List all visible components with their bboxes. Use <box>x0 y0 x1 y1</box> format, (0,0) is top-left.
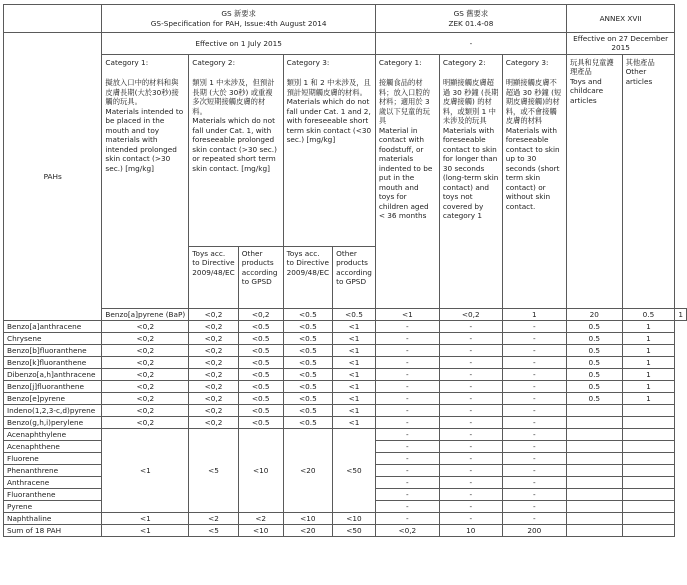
table-row <box>4 344 687 356</box>
annex-other-en: Other articles <box>625 67 653 86</box>
value-cell: - <box>375 512 439 524</box>
value-cell <box>622 440 675 452</box>
value-cell <box>622 512 675 524</box>
value-cell <box>622 452 675 464</box>
value-cell: - <box>439 368 502 380</box>
old-category-1-en: Material in contact with foodstuff, or materials indented to be put in the mouth and toys for children aged < 36 months <box>378 125 433 221</box>
value-cell: <1 <box>333 368 376 380</box>
value-cell: <0.5 <box>283 320 332 332</box>
value-cell <box>566 500 622 512</box>
value-cell <box>566 404 622 416</box>
value-cell <box>622 404 675 416</box>
value-cell: <0.5 <box>333 308 376 320</box>
new-category-2-en: Materials which do not fall under Cat. 1, with foreseeable prolonged skin contact (>30 sec.) or repeated short term skin contact. [mg/kg] <box>192 116 277 173</box>
gs-old-header <box>375 5 566 33</box>
annex-toys-en: Toys and childcare articles <box>569 76 604 105</box>
pah-name: Dibenzo[a,h]anthracene <box>4 368 102 380</box>
value-cell <box>566 476 622 488</box>
annex-toys-zh: 玩具和兒童護理產品 <box>569 57 614 77</box>
old-category-3-zh: 明顯接觸皮膚不超過 30 秒鐘 (短期皮膚接觸)的材料，或不會接觸皮膚的材料 <box>505 78 562 126</box>
value-cell: - <box>502 380 566 392</box>
value-cell: - <box>439 320 502 332</box>
value-cell: <0,2 <box>102 332 189 344</box>
value-cell <box>622 500 675 512</box>
value-cell: 0.5 <box>566 320 622 332</box>
new-category-1 <box>102 54 189 308</box>
value-cell: <0,2 <box>102 392 189 404</box>
value-cell: - <box>502 500 566 512</box>
table-row <box>4 368 687 380</box>
table-row <box>4 512 687 524</box>
value-cell: <1 <box>102 524 189 536</box>
value-cell: <0,2 <box>102 356 189 368</box>
pah-limits-table <box>3 4 687 537</box>
old-category-2-title: Category 2: <box>442 57 486 67</box>
value-cell: - <box>502 476 566 488</box>
value-cell: - <box>375 404 439 416</box>
value-cell: <0.5 <box>283 380 332 392</box>
value-cell: <0.5 <box>238 356 283 368</box>
value-cell: <0,2 <box>189 356 238 368</box>
value-cell: <0.5 <box>238 368 283 380</box>
pah-name: Sum of 18 PAH <box>4 524 102 536</box>
old-category-1-title: Category 1: <box>378 57 422 67</box>
old-category-3-title: Category 3: <box>505 57 549 67</box>
value-cell: 0.5 <box>566 392 622 404</box>
value-cell: <50 <box>333 524 376 536</box>
pah-name: Benzo[a]pyrene (BaP) <box>102 308 189 320</box>
old-category-2-zh: 明顯接觸皮膚超過 30 秒鐘 (長期皮膚接觸) 的材料，或類別 1 中未涉及的玩具 <box>442 78 499 126</box>
value-cell: <0,2 <box>189 404 238 416</box>
value-cell <box>622 524 675 536</box>
value-cell: <1 <box>333 416 376 428</box>
value-cell: 10 <box>439 524 502 536</box>
value-cell: <0,2 <box>439 308 502 320</box>
value-cell <box>566 524 622 536</box>
value-cell: <0.5 <box>283 416 332 428</box>
value-cell: <1 <box>333 380 376 392</box>
pah-name: Fluorene <box>4 452 102 464</box>
value-cell <box>622 428 675 440</box>
value-cell <box>566 452 622 464</box>
value-cell: <0,2 <box>102 320 189 332</box>
table-row <box>4 332 687 344</box>
value-cell: 1 <box>622 392 675 404</box>
value-cell: <2 <box>189 512 238 524</box>
value-cell: 0.5 <box>566 332 622 344</box>
value-cell: 1 <box>502 308 566 320</box>
gs-old-header-en: ZEK 01.4-08 <box>448 18 494 28</box>
value-cell <box>566 464 622 476</box>
value-cell: - <box>502 404 566 416</box>
pah-name: Naphthaline <box>4 512 102 524</box>
new-category-1-zh: 擬放入口中的材料和與皮膚長期(大於30秒)接觸的玩具。 <box>105 78 179 107</box>
value-cell: - <box>502 416 566 428</box>
value-cell: <0,2 <box>102 380 189 392</box>
cat2-toys-subheader: Toys acc. to Directive 2009/48/EC <box>189 246 238 308</box>
gs-new-header <box>102 5 375 33</box>
pahs-label: PAHs <box>4 33 102 321</box>
value-cell <box>622 464 675 476</box>
value-cell: - <box>439 356 502 368</box>
new-category-3-title: Category 3: <box>286 57 330 67</box>
value-cell: <10 <box>238 524 283 536</box>
table-row <box>4 320 687 332</box>
value-cell <box>566 440 622 452</box>
value-cell: - <box>375 368 439 380</box>
pah-name: Benzo[a]anthracene <box>4 320 102 332</box>
value-cell: <0.5 <box>283 356 332 368</box>
value-cell: 20 <box>566 308 622 320</box>
value-cell: - <box>502 452 566 464</box>
pah-name: Acenaphthylene <box>4 428 102 440</box>
value-cell: 0.5 <box>566 356 622 368</box>
value-cell <box>622 416 675 428</box>
new-category-1-en: Materials intended to be placed in the mouth and toy materials with intended prolonged skin contact (>30 sec.) [mg/kg] <box>105 106 184 173</box>
value-cell: <1 <box>333 404 376 416</box>
value-cell: - <box>439 488 502 500</box>
value-cell: - <box>439 416 502 428</box>
value-cell: <0.5 <box>283 368 332 380</box>
value-cell <box>566 416 622 428</box>
value-cell: - <box>439 440 502 452</box>
cat3-toys-subheader: Toys acc. to Directive 2009/48/EC <box>283 246 332 308</box>
pah-name: Benzo[k]fluoranthene <box>4 356 102 368</box>
value-cell: - <box>439 476 502 488</box>
value-cell: <0.5 <box>283 332 332 344</box>
value-cell: <0,2 <box>238 308 283 320</box>
value-cell: - <box>375 428 439 440</box>
value-cell: - <box>439 344 502 356</box>
value-cell: - <box>502 320 566 332</box>
value-cell: <0.5 <box>238 320 283 332</box>
old-category-2 <box>439 54 502 308</box>
value-cell <box>622 488 675 500</box>
pah-name: Indeno(1,2,3-c,d)pyrene <box>4 404 102 416</box>
table-row <box>4 524 687 536</box>
pah-name: Chrysene <box>4 332 102 344</box>
new-category-3-zh: 類別 1 和 2 中未涉及，且預計短期觸皮膚的材料。 <box>286 78 371 97</box>
value-cell: <1 <box>375 308 439 320</box>
value-cell: <0.5 <box>283 392 332 404</box>
value-cell: - <box>502 356 566 368</box>
value-cell: <0,2 <box>189 392 238 404</box>
value-cell: 1 <box>622 320 675 332</box>
pah-name: Fluoranthene <box>4 488 102 500</box>
value-cell: - <box>502 440 566 452</box>
value-cell: - <box>375 500 439 512</box>
group-limit-cell: <5 <box>189 428 238 512</box>
value-cell: - <box>502 464 566 476</box>
value-cell: <0,2 <box>189 308 238 320</box>
value-cell: <1 <box>333 356 376 368</box>
value-cell: <0.5 <box>238 344 283 356</box>
group-limit-cell: <10 <box>238 428 283 512</box>
value-cell: 1 <box>675 308 687 320</box>
value-cell: - <box>439 404 502 416</box>
value-cell: 0.5 <box>566 380 622 392</box>
table-row <box>4 392 687 404</box>
cat3-other-subheader: Other products according to GPSD <box>333 246 376 308</box>
value-cell: <0,2 <box>102 344 189 356</box>
value-cell: <5 <box>189 524 238 536</box>
gs-new-header-zh: GS 新要求 <box>221 9 256 19</box>
value-cell: <0,2 <box>102 368 189 380</box>
value-cell: 0.5 <box>566 368 622 380</box>
value-cell: - <box>502 512 566 524</box>
old-category-3-en: Materials with foreseeable contact to skin up to 30 seconds (short term skin contact) or without skin contact. <box>505 125 560 211</box>
value-cell: <0.5 <box>238 416 283 428</box>
new-category-3 <box>283 54 375 246</box>
value-cell: <0.5 <box>283 308 332 320</box>
value-cell: - <box>439 500 502 512</box>
gs-new-header-en: GS-Specification for PAH, Issue:4th August 2014 <box>150 18 327 28</box>
pah-name: Benzo(g,h,i)perylene <box>4 416 102 428</box>
value-cell: - <box>502 368 566 380</box>
value-cell: - <box>439 332 502 344</box>
annex-toys-category <box>566 54 622 308</box>
pah-name: Benzo[b]fluoranthene <box>4 344 102 356</box>
pah-name: Pyrene <box>4 500 102 512</box>
value-cell: - <box>375 464 439 476</box>
value-cell: <1 <box>333 320 376 332</box>
value-cell: <0.5 <box>283 344 332 356</box>
value-cell: 200 <box>502 524 566 536</box>
value-cell: <0,2 <box>189 332 238 344</box>
value-cell: <0.5 <box>238 380 283 392</box>
table-row <box>4 416 687 428</box>
value-cell: <10 <box>333 512 376 524</box>
value-cell: <0,2 <box>375 524 439 536</box>
value-cell: 1 <box>622 344 675 356</box>
value-cell: <0.5 <box>283 404 332 416</box>
value-cell: - <box>375 488 439 500</box>
value-cell: 1 <box>622 332 675 344</box>
value-cell <box>566 512 622 524</box>
blank-corner <box>4 5 102 33</box>
value-cell: - <box>439 428 502 440</box>
old-category-3 <box>502 54 566 308</box>
value-cell: - <box>375 476 439 488</box>
value-cell <box>622 476 675 488</box>
value-cell: - <box>375 380 439 392</box>
value-cell: <0,2 <box>189 416 238 428</box>
table-row <box>4 308 687 320</box>
value-cell: <1 <box>333 392 376 404</box>
table-row <box>4 380 687 392</box>
group-limit-cell: <50 <box>333 428 376 512</box>
value-cell: <1 <box>333 332 376 344</box>
gs-new-effective: Effective on 1 July 2015 <box>102 33 375 55</box>
value-cell: <1 <box>102 512 189 524</box>
value-cell: <2 <box>238 512 283 524</box>
annex-header: ANNEX XVII <box>566 5 674 33</box>
annex-other-zh: 其他產品 <box>625 57 655 67</box>
value-cell: 1 <box>622 368 675 380</box>
value-cell: - <box>439 452 502 464</box>
value-cell: <20 <box>283 524 332 536</box>
value-cell: 0.5 <box>622 308 675 320</box>
table-row <box>4 356 687 368</box>
new-category-3-en: Materials which do not fall under Cat. 1 and 2, with foreseeable short term skin contact (<30 sec.) [mg/kg] <box>286 97 372 145</box>
table-row <box>4 428 687 440</box>
annex-other-category <box>622 54 675 308</box>
value-cell: - <box>375 452 439 464</box>
cat2-other-subheader: Other products according to GPSD <box>238 246 283 308</box>
value-cell: <0,2 <box>189 380 238 392</box>
table-row <box>4 404 687 416</box>
value-cell: 0.5 <box>566 344 622 356</box>
value-cell: - <box>375 416 439 428</box>
value-cell: 1 <box>622 380 675 392</box>
pah-name: Anthracene <box>4 476 102 488</box>
old-category-1-zh: 接觸食品的材料；放入口腔的材料；適用於 3 歲以下兒童的玩具 <box>378 78 430 126</box>
value-cell: - <box>375 392 439 404</box>
annex-effective: Effective on 27 December 2015 <box>566 33 674 55</box>
new-category-2 <box>189 54 283 246</box>
value-cell: <0,2 <box>189 344 238 356</box>
value-cell: - <box>439 380 502 392</box>
value-cell: <10 <box>283 512 332 524</box>
pah-name: Benzo[j]fluoranthene <box>4 380 102 392</box>
old-category-1 <box>375 54 439 308</box>
old-category-2-en: Materials with foreseeable contact to skin for longer than 30 seconds (long-term skin contact) and toys not covered by category 1 <box>442 125 499 221</box>
group-limit-cell: <1 <box>102 428 189 512</box>
value-cell: - <box>502 488 566 500</box>
value-cell <box>566 428 622 440</box>
value-cell: <0,2 <box>189 368 238 380</box>
value-cell: - <box>375 332 439 344</box>
value-cell: - <box>439 392 502 404</box>
value-cell: <1 <box>333 344 376 356</box>
value-cell: - <box>439 512 502 524</box>
value-cell: - <box>502 344 566 356</box>
value-cell: - <box>502 332 566 344</box>
new-category-2-zh: 類別 1 中未涉及，但預計長期 (大於 30秒) 或重複多次短期接觸皮膚的材料。 <box>192 78 275 116</box>
value-cell: - <box>502 392 566 404</box>
value-cell: <0,2 <box>102 416 189 428</box>
value-cell: <0.5 <box>238 392 283 404</box>
pah-name: Benzo[e]pyrene <box>4 392 102 404</box>
gs-old-header-zh: GS 舊要求 <box>453 9 489 19</box>
value-cell: - <box>375 356 439 368</box>
value-cell: - <box>375 320 439 332</box>
value-cell <box>566 488 622 500</box>
value-cell: <0.5 <box>238 404 283 416</box>
new-category-2-title: Category 2: <box>192 57 236 67</box>
value-cell: - <box>502 428 566 440</box>
value-cell: <0,2 <box>189 320 238 332</box>
pah-name: Phenanthrene <box>4 464 102 476</box>
value-cell: - <box>375 440 439 452</box>
gs-old-effective: - <box>375 33 566 55</box>
group-limit-cell: <20 <box>283 428 332 512</box>
value-cell: 1 <box>622 356 675 368</box>
value-cell: - <box>439 464 502 476</box>
pah-name: Acenaphthene <box>4 440 102 452</box>
value-cell: - <box>375 344 439 356</box>
value-cell: <0.5 <box>238 332 283 344</box>
value-cell: <0,2 <box>102 404 189 416</box>
new-category-1-title: Category 1: <box>105 57 149 67</box>
